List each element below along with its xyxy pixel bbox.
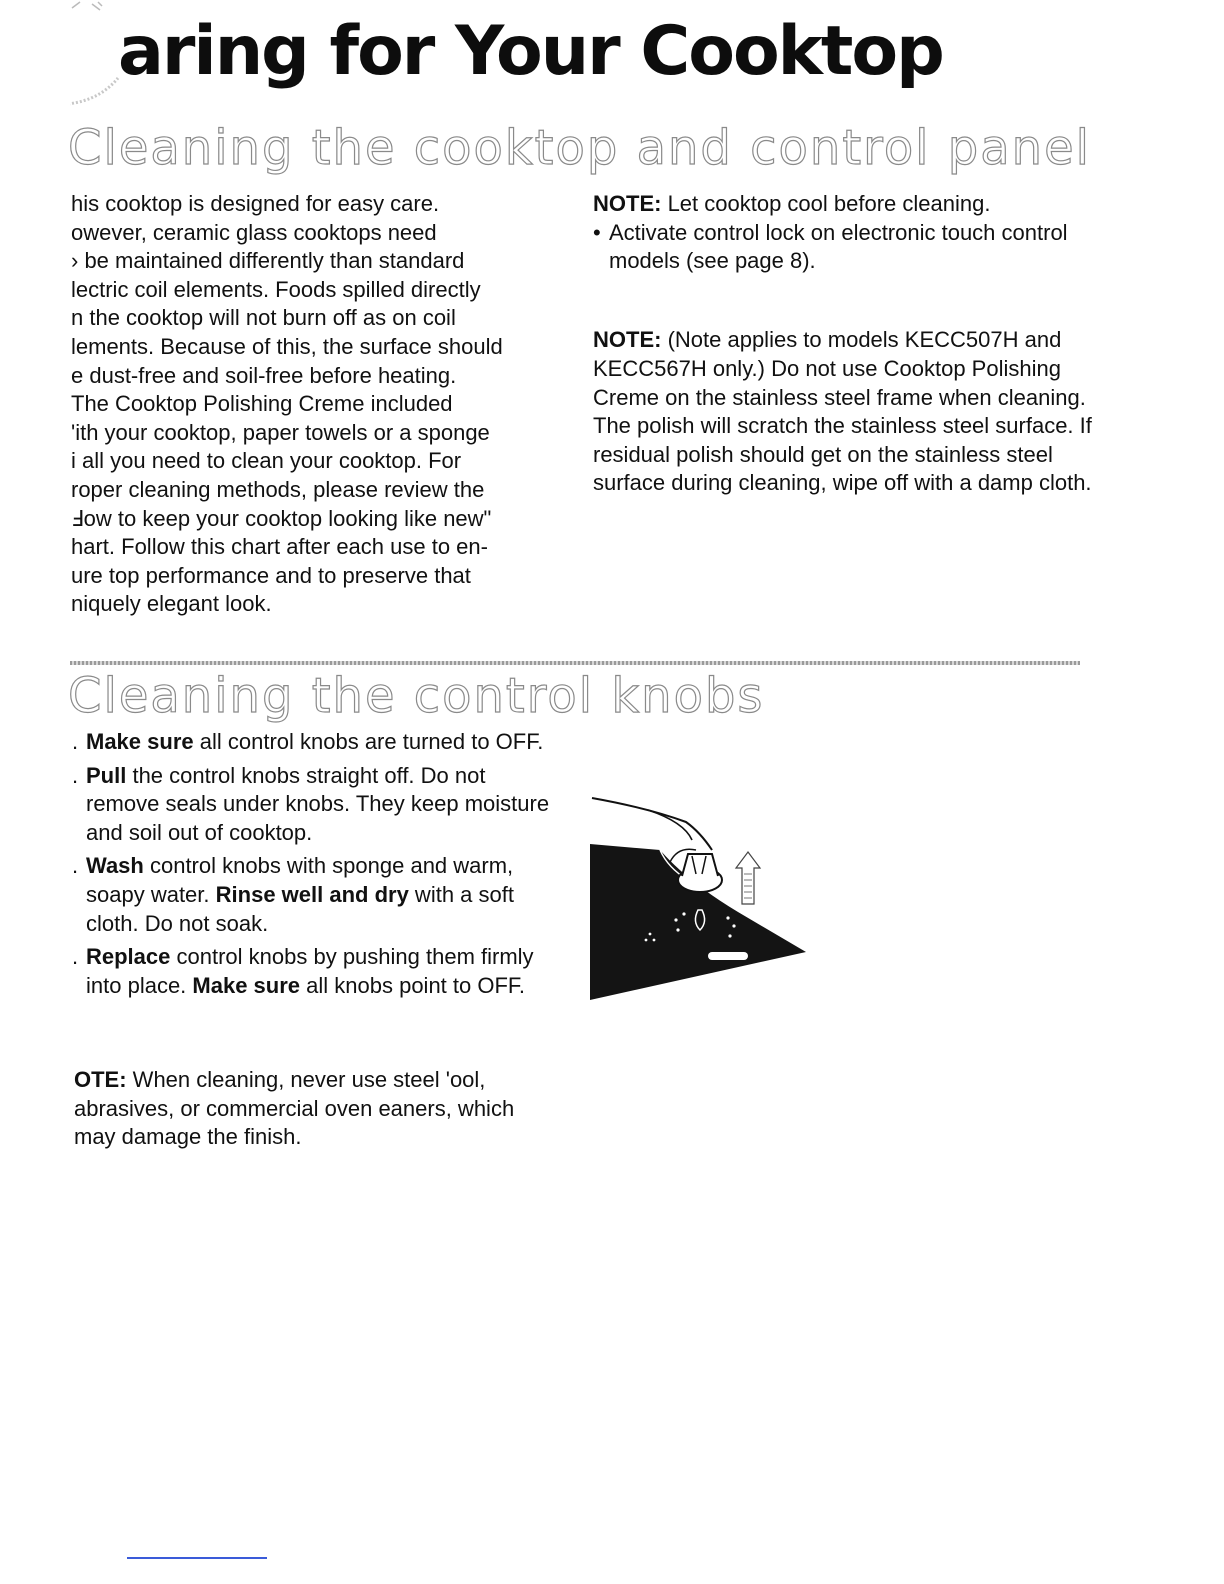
step-item — [72, 852, 552, 938]
step-bold: Make sure — [192, 972, 301, 998]
bullet-text: Activate control lock on electronic touch control models (see page 8). — [609, 219, 1068, 274]
step-bold: Rinse well and dry — [215, 881, 409, 907]
step-bold: Wash — [86, 853, 144, 879]
step-number: . — [72, 853, 79, 879]
intro-line: ure top performance and to preserve that — [71, 562, 471, 588]
step-item — [72, 762, 552, 848]
intro-line: niquely elegant look. — [71, 591, 272, 617]
intro-line: 'ith your cooktop, paper towels or a sponge — [71, 419, 490, 445]
intro-line: Ⅎow to keep your cooktop looking like new" — [71, 505, 492, 531]
intro-line: hart. Follow this chart after each use to en- — [71, 534, 488, 560]
step-bold: Replace — [86, 944, 171, 970]
intro-line: i all you need to clean your cooktop. For — [71, 448, 462, 474]
knobs-note — [74, 1066, 534, 1152]
note-cool — [593, 190, 1093, 219]
up-arrow-icon — [736, 852, 760, 904]
control-lock-bullet — [593, 219, 1093, 276]
intro-line: e dust-free and soil-free before heating. — [71, 362, 457, 388]
intro-line: lectric coil elements. Foods spilled directly — [71, 276, 481, 302]
intro-line: › be maintained differently than standard — [71, 248, 465, 274]
step-item — [72, 728, 552, 757]
note-stainless — [593, 298, 1093, 498]
step-text — [86, 762, 552, 848]
step-plain: control knobs by pushing them firmly into place. — [86, 944, 534, 998]
section-heading-knobs: Cleaning the control knobs — [68, 668, 765, 724]
cooktop-notes — [593, 190, 1093, 498]
note-text: Let cooktop cool before cleaning. — [661, 191, 991, 216]
section-heading-cooktop: Cleaning the cooktop and control panel — [68, 120, 1091, 176]
step-plain: control knobs with sponge and warm, soapy water. — [86, 853, 514, 907]
cooktop-intro-paragraph — [71, 190, 571, 619]
note-label: NOTE: — [593, 191, 662, 216]
note-label: NOTE: — [593, 327, 662, 353]
intro-line: lements. Because of this, the surface should — [71, 333, 503, 359]
knob-removal-illustration-icon — [588, 792, 810, 1004]
intro-line: his cooktop is designed for easy care. — [71, 191, 440, 216]
step-text — [86, 852, 552, 938]
note-text: (Note applies to models KECC507H and KECC567H only.) Do not use Cooktop Polishing Creme on the stainless steel frame when cleaning. The polish will scratch the stainless steel surface. If residual polish should get on the stainless steel surface during cleaning, wipe off with a damp cloth. — [593, 327, 1092, 496]
intro-line: n the cooktop will not burn off as on coil — [71, 305, 456, 331]
step-text — [86, 728, 543, 757]
step-number: . — [72, 729, 79, 754]
step-text — [86, 943, 552, 1000]
knob-cleaning-steps — [72, 728, 552, 1005]
step-number: . — [72, 944, 79, 970]
note-text: When cleaning, never use steel 'ool, abrasives, or commercial oven eaners, which may damage the finish. — [74, 1067, 515, 1150]
step-plain: the control knobs straight off. Do not remove seals under knobs. They keep moisture and soil out of cooktop. — [86, 762, 550, 845]
step-bold: Make sure — [86, 729, 194, 754]
step-item — [72, 943, 552, 1000]
note-label: OTE: — [74, 1067, 127, 1092]
step-number: . — [72, 762, 79, 788]
step-plain: with a soft cloth. Do not soak. — [86, 881, 514, 936]
step-bold: Pull — [86, 762, 127, 788]
step-plain: all control knobs are turned to OFF. — [193, 729, 544, 754]
intro-line: The Cooktop Polishing Creme included — [71, 391, 453, 417]
section-divider — [70, 661, 1080, 665]
footer-rule — [127, 1557, 267, 1559]
intro-line: owever, ceramic glass cooktops need — [71, 219, 437, 245]
intro-line: roper cleaning methods, please review the — [71, 476, 485, 502]
page-title: aring for Your Cooktop — [118, 12, 943, 91]
bullet-icon: • — [593, 219, 601, 245]
step-plain: all knobs point to OFF. — [300, 972, 526, 998]
